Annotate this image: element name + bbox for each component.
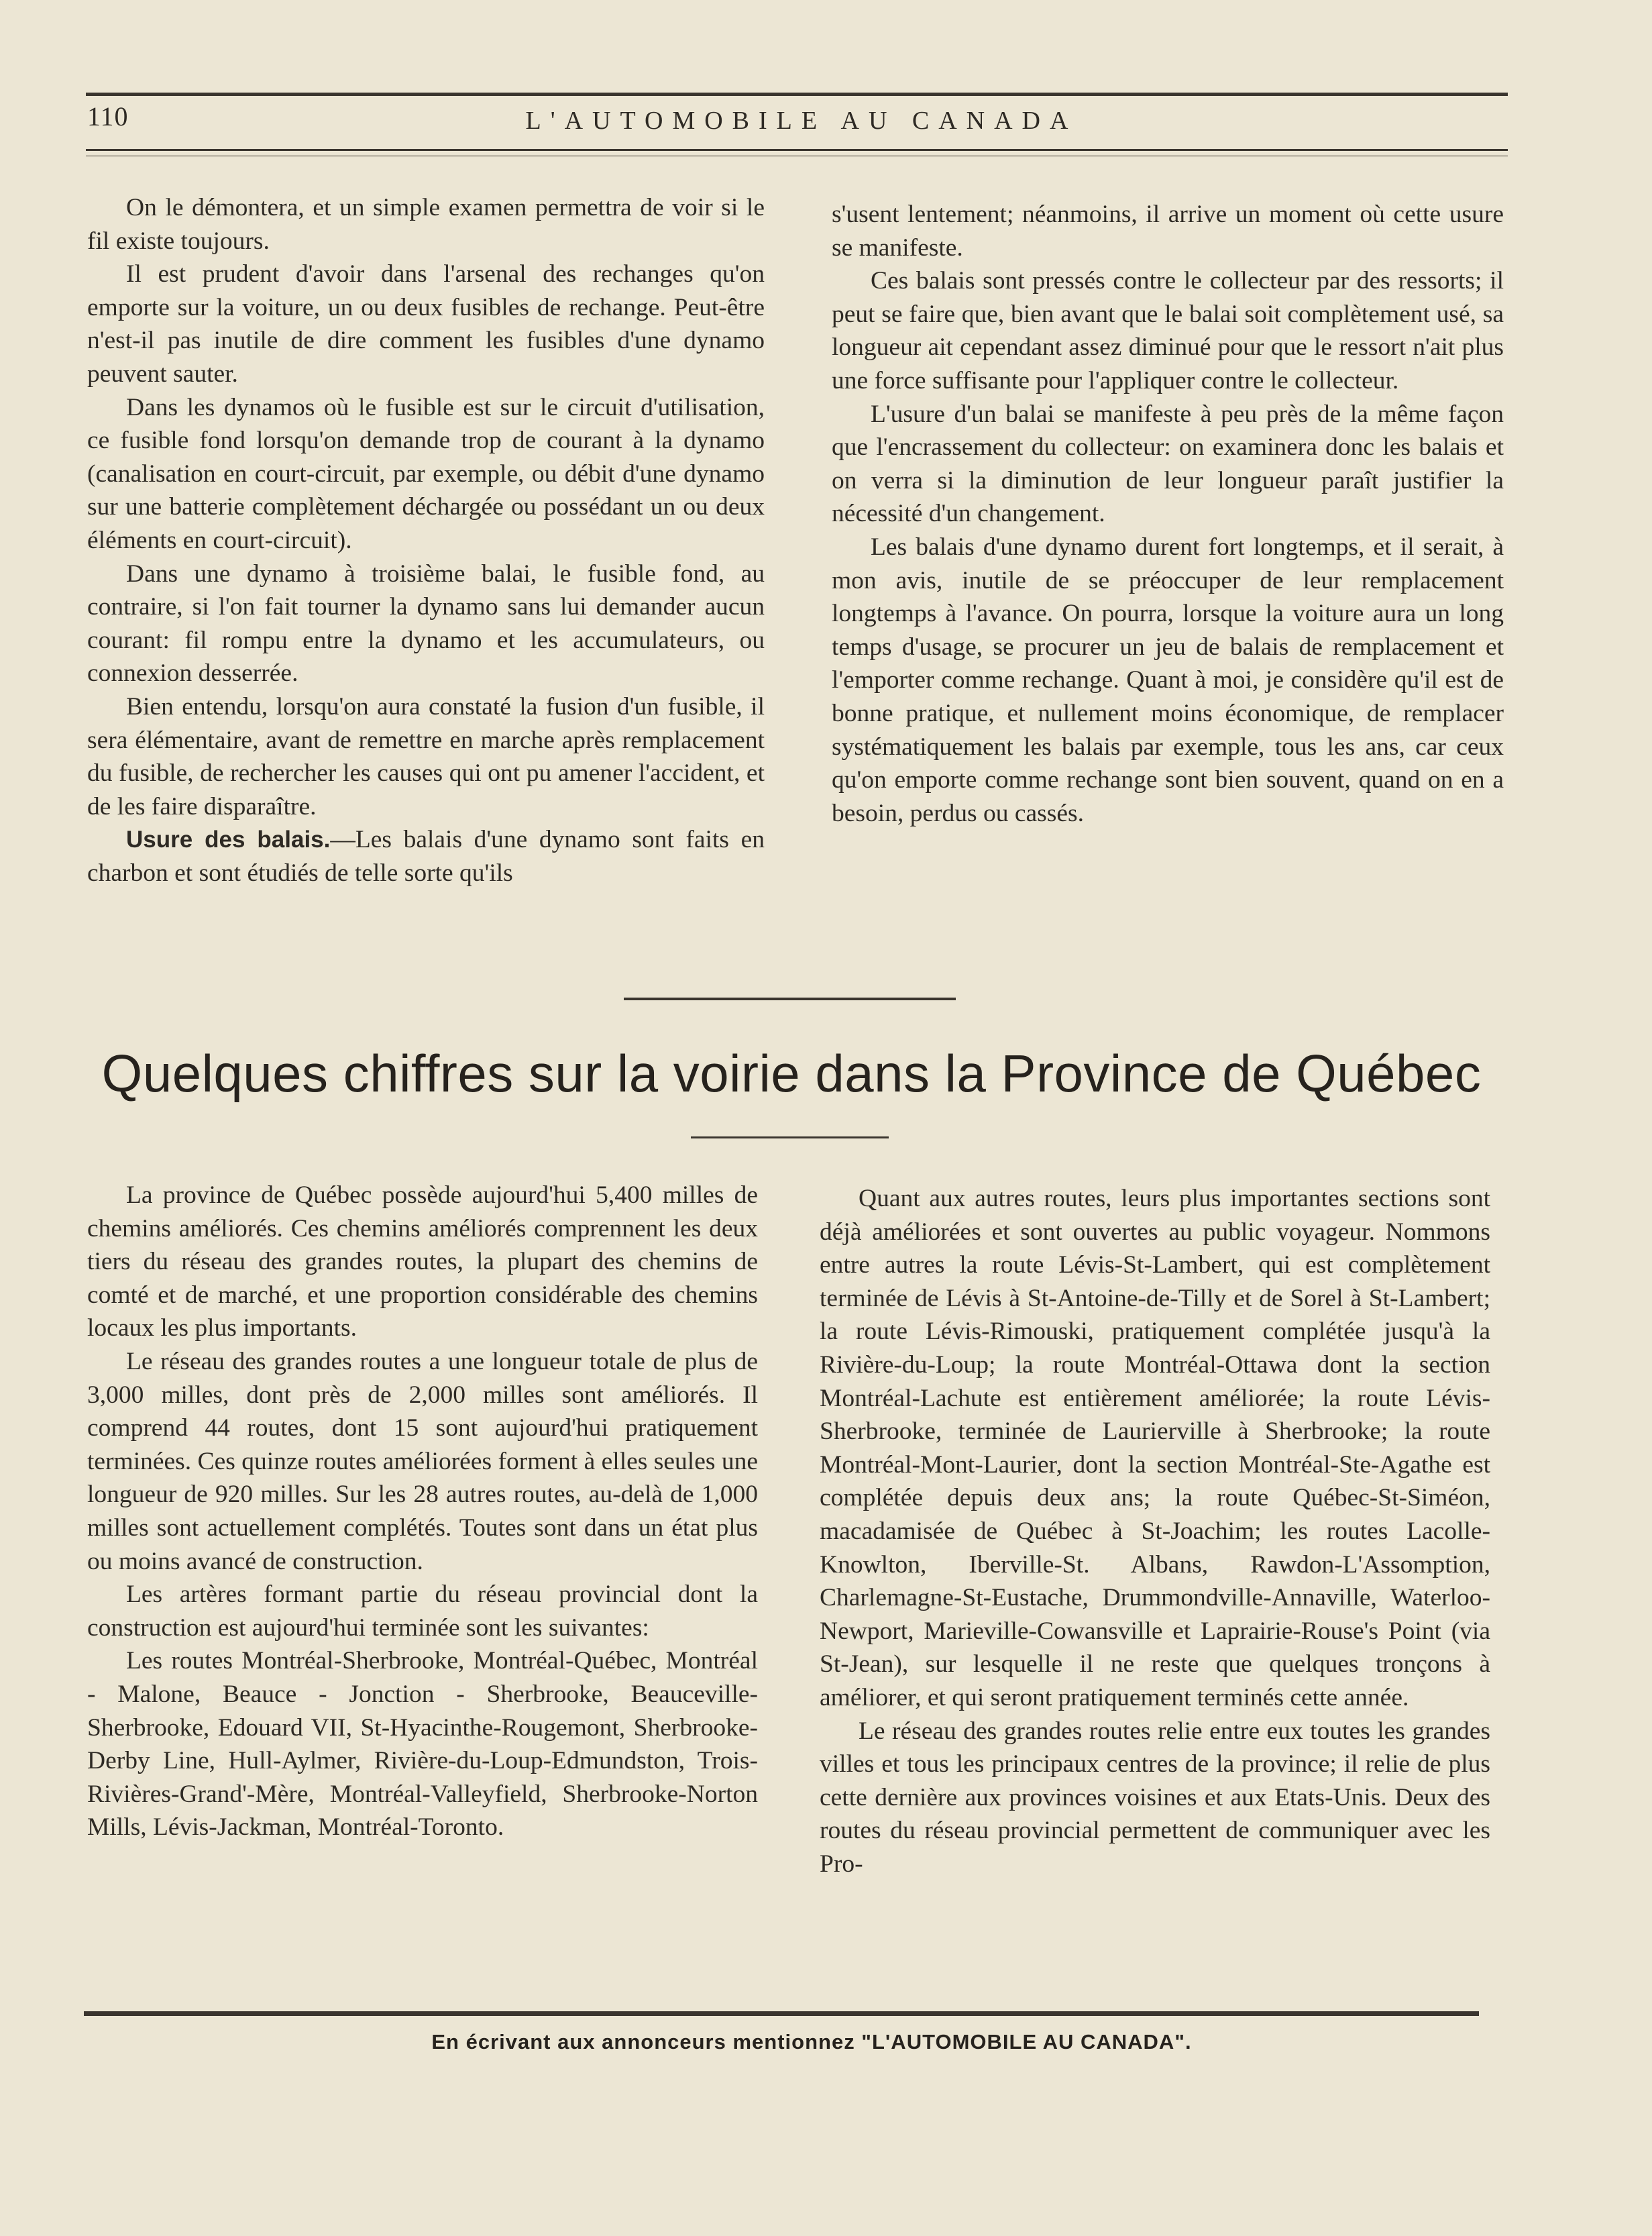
paragraph: Il est prudent d'avoir dans l'arsenal des rechanges qu'on emporte sur la voiture, un ou deux fusibles de rechange. Peut-être n'est-il pas inutile de dire comment les fusibles d'une dynamo peuvent sauter. <box>87 260 765 388</box>
header-page-number: 110 <box>87 101 129 131</box>
paragraph: Bien entendu, lorsqu'on aura constaté la fusion d'un fusible, il sera élémentaire, avant de remettre en marche après remplacement du fusible, de rechercher les causes qui ont pu amener l'accident, et de les faire disparaître. <box>87 692 765 820</box>
paragraph: Ces balais sont pressés contre le collecteur par des ressorts; il peut se faire que, bien avant que le balai soit complètement usé, sa longueur ait cependant assez diminué pour que le ressort n'ait plus une force suffisante pour l'appliquer contre le collecteur. <box>832 267 1504 394</box>
paragraph: La province de Québec possède aujourd'hui 5,400 milles de chemins améliorés. Ces chemins améliorés comprennent les deux tiers du réseau des grandes routes, la plupart des chemins de comté et de marché, et une proportion considérable des chemins locaux les plus importants. <box>87 1181 758 1342</box>
article1-right-column <box>832 198 1504 830</box>
article2-right-column <box>820 1182 1490 1880</box>
paragraph: Les routes Montréal-Sherbrooke, Montréal-Québec, Montréal - Malone, Beauce - Jonction - Sherbrooke, Beauceville-Sherbrooke, Edouard VII, St-Hyacinthe-Rougemont, Sherbrooke-Derby Line, Hull-Aylmer, Rivière-du-Loup-Edmundston, Trois-Rivières-Grand'-Mère, Montréal-Valleyfield, Sherbrooke-Norton Mills, Lévis-Jackman, Montréal-Toronto. <box>87 1647 758 1842</box>
header-bottom-rule <box>86 149 1508 151</box>
article2-left-column <box>87 1179 758 1844</box>
subheading: Usure des balais. <box>126 827 331 853</box>
paragraph: s'usent lentement; néanmoins, il arrive un moment où cette usure se manifeste. <box>832 201 1504 262</box>
running-title: L'AUTOMOBILE AU CANADA <box>525 107 1078 135</box>
paragraph: Dans une dynamo à troisième balai, le fusible fond, au contraire, si l'on fait tourner la dynamo sans lui demander aucun courant: fil rompu entre la dynamo et les accumulateurs, ou connexion desserrée. <box>87 560 765 688</box>
paragraph: On le démontera, et un simple examen permettra de voir si le fil existe toujours. <box>87 194 765 255</box>
paragraph: L'usure d'un balai se manifeste à peu près de la même façon que l'encrassement du collecteur: on examinera donc les balais et on verra si la diminution de leur longueur paraît justifier la nécessité d'un changement. <box>832 400 1504 528</box>
footer-rule <box>84 2011 1479 2016</box>
article1-left-column <box>87 191 765 890</box>
article-divider <box>624 998 956 1000</box>
header-top-rule <box>86 93 1508 96</box>
paragraph: Les artères formant partie du réseau provincial dont la construction est aujourd'hui terminée sont les suivantes: <box>87 1581 758 1642</box>
paragraph: Dans les dynamos où le fusible est sur le circuit d'utilisation, ce fusible fond lorsqu'on demande trop de courant à la dynamo (canalisation en court-circuit, par exemple, ou débit d'une dynamo sur une batterie complètement déchargée ou possédant un ou deux éléments en court-circuit). <box>87 393 765 554</box>
paragraph: Quant aux autres routes, leurs plus importantes sections sont déjà améliorées et sont ouvertes au public voyageur. Nommons entre autres la route Lévis-St-Lambert, qui est complètement terminée de Lévis à St-Antoine-de-Tilly et de Sorel à St-Lambert; la route Lévis-Rimouski, pratiquement complétée jusqu'à la Rivière-du-Loup; la route Montréal-Ottawa dont la section Montréal-Lachute est entièrement améliorée; la route Lévis-Sherbrooke, terminée de Laurierville à Sherbrooke; la route Montréal-Mont-Laurier, dont la section Montréal-Ste-Agathe est complétée depuis deux ans; la route Québec-St-Siméon, macadamisée de Québec à St-Joachim; les routes Lacolle-Knowlton, Iberville-St. Albans, Rawdon-L'Assomption, Charlemagne-St-Eustache, Drummondville-Annaville, Waterloo-Newport, Marieville-Cowansville et Laprairie-Rouse's Point (via St-Jean), sur lesquelle il ne reste que quelques tronçons à améliorer, et qui seront pratiquement terminés cette année. <box>820 1185 1490 1711</box>
subsection-paragraph <box>87 823 765 890</box>
article2-title: Quelques chiffres sur la voirie dans la Province de Québec <box>101 1044 1482 1103</box>
subheading-text: —Les balais d'une dynamo sont faits en charbon et sont étudiés de telle sorte qu'ils <box>87 826 765 887</box>
footer-notice: En écrivant aux annonceurs mentionnez "L'AUTOMOBILE AU CANADA". <box>431 2030 1192 2054</box>
paragraph: Les balais d'une dynamo durent fort longtemps, et il serait, à mon avis, inutile de se préoccuper de leur remplacement longtemps à l'avance. On pourra, lorsque la voiture aura un long temps d'usage, se procurer un jeu de balais de remplacement et l'emporter comme rechange. Quant à moi, je considère qu'il est de bonne pratique, et nullement moins économique, de remplacer systématiquement les balais par exemple, tous les ans, car ceux qu'on emporte comme rechange sont bien souvent, quand on en a besoin, perdus ou cassés. <box>832 533 1504 827</box>
paragraph: Le réseau des grandes routes relie entre eux toutes les grandes villes et tous les principaux centres de la province; il relie de plus cette dernière aux provinces voisines et aux Etats-Unis. Deux des routes du réseau provincial permettent de communiquer avec les Pro- <box>820 1717 1490 1878</box>
paragraph: Le réseau des grandes routes a une longueur totale de plus de 3,000 milles, dont près de 2,000 milles sont améliorés. Il comprend 44 routes, dont 15 sont aujourd'hui pratiquement terminées. Ces quinze routes améliorées forment à elles seules une longueur de 920 milles. Sur les 28 autres routes, au-delà de 1,000 milles sont actuellement complétés. Toutes sont dans un état plus ou moins avancé de construction. <box>87 1347 758 1575</box>
title-underline <box>691 1136 889 1138</box>
